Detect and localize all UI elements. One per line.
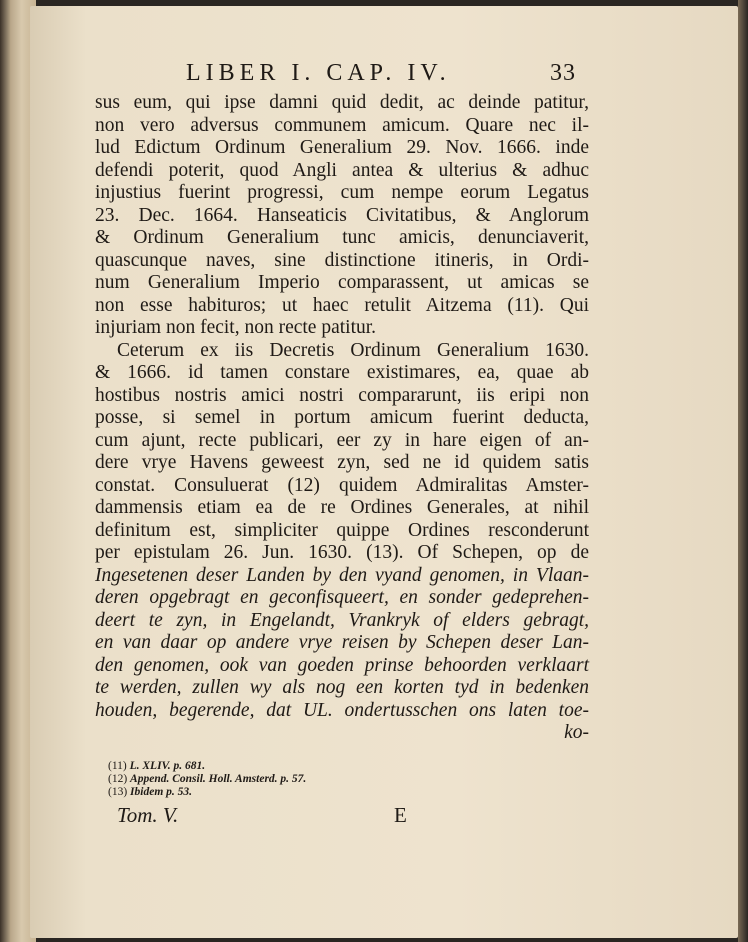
text-line: quascunque naves, sine distinctione itineris, in Ordi- — [95, 249, 589, 271]
footnote-text: Append. Consil. Holl. Amsterd. p. 57. — [130, 773, 307, 785]
text-line: cum ajunt, recte publicari, eer zy in hare eigen of an- — [95, 429, 589, 451]
text-line: deert te zyn, in Engelandt, Vrankryk of elders gebragt, — [95, 609, 589, 631]
text-line: non vero adversus communem amicum. Quare nec il- — [95, 114, 589, 136]
text-line: dere vrye Havens geweest zyn, sed ne id quidem satis — [95, 452, 589, 473]
text-line: deren opgebragt en geconfisqueert, en sonder gedeprehen- — [95, 587, 589, 608]
page-footer — [117, 803, 417, 829]
running-title: LIBER I. CAP. IV. — [186, 60, 451, 86]
text-line: injuriam non fecit, non recte patitur. — [95, 317, 377, 338]
text-line: & Ordinum Generalium tunc amicis, denunciaverit, — [95, 227, 589, 248]
footnote-mark: (13) — [108, 786, 128, 798]
footnotes — [108, 760, 468, 799]
footnote — [108, 760, 468, 773]
footnote-text: Ibidem p. 53. — [130, 786, 193, 798]
text-line: constat. Consuluerat (12) quidem Admiralitas Amster- — [95, 474, 589, 496]
catchword: ko- — [564, 722, 589, 743]
footnote-text: L. XLIV. p. 681. — [129, 760, 206, 772]
text-line: non esse habituros; ut haec retulit Aitzema (11). Qui — [95, 294, 589, 316]
volume-marker: Tom. V. — [117, 803, 179, 827]
text-line: Ceterum ex iis Decretis Ordinum Generalium 1630. — [117, 339, 589, 361]
text-line: Ingesetenen deser Landen by den vyand genomen, in Vlaan- — [95, 564, 589, 586]
text-line: defendi poterit, quod Angli antea & ulterius & adhuc — [95, 159, 589, 181]
text-line: sus eum, qui ipse damni quid dedit, ac deinde patitur, — [95, 92, 589, 113]
main-text — [95, 92, 589, 745]
running-header — [186, 60, 576, 94]
text-line: injustius fuerint progressi, cum nempe eorum Legatus — [95, 182, 589, 203]
footnote — [108, 773, 468, 786]
text-line: definitum est, simpliciter quippe Ordines resconderunt — [95, 519, 589, 541]
signature-mark: E — [394, 803, 407, 827]
text-line: houden, begerende, dat UL. ondertusschen ons laten toe- — [95, 699, 589, 721]
text-line: posse, si semel in portum amicum fuerint deducta, — [95, 407, 589, 428]
text-line: per epistulam 26. Jun. 1630. (13). Of Schepen, op de — [95, 542, 589, 563]
text-line: num Generalium Imperio comparassent, ut amicas se — [95, 272, 589, 293]
text-line: en van daar op andere vrye reisen by Schepen deser Lan- — [95, 632, 589, 653]
text-line: dammensis etiam ea de re Ordines Generales, at nihil — [95, 497, 589, 518]
text-line: lud Edictum Ordinum Generalium 29. Nov. 1666. inde — [95, 137, 589, 158]
text-line: & 1666. id tamen constare existimares, ea, quae ab — [95, 362, 589, 383]
text-line: te werden, zullen wy als nog een korten tyd in bedenken — [95, 677, 589, 698]
footnote-mark: (12) — [108, 773, 128, 785]
text-line: 23. Dec. 1664. Hanseaticis Civitatibus, & Anglorum — [95, 204, 589, 226]
footnote — [108, 786, 468, 799]
text-line: den genomen, ook van goeden prinse behoorden verklaart — [95, 654, 589, 676]
page-number: 33 — [550, 60, 576, 86]
footnote-mark: (11) — [108, 760, 127, 772]
text-line: hostibus nostris amici nostri compararunt, iis eripi non — [95, 384, 589, 406]
page-edge-shadow — [738, 0, 748, 942]
